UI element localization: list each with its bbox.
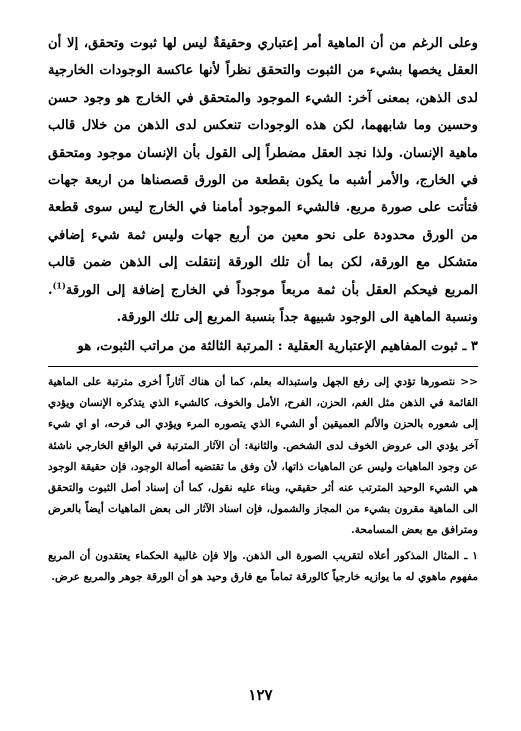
footnote-reference: (1) [52,280,66,291]
footnote-continuation: << نتصورها تؤدي إلى رفع الجهل واستبداله بعلم، كما أن هناك آثاراً أخرى مترتبة على الماهية القائمة في الذهن مثل الغم، الحزن، الفرح، الأمل والخوف، كالشيء الذي يتذكره الإنسان ويؤدي إلى شعوره بالحزن والألم العميقين أو الشيء الذي يتصوره المرء ويؤدي الى فرحه، او اي شيء آخر يؤدي الى عروض الخوف لدى الشخص. والثانية: أن الآثار المترتبة في الواقع الخارجي ناشئة عن وجود الماهيات وليس عن الماهيات ذاتها، لأن وفق ما تقتضيه أصالة الوجود، فإن حقيقة الوجود هي الشيء الوحيد المترتب عنه أثر حقيقي، وبناء عليه نقول، كما أن إسناد أصل الثبوت والتحقق الى الماهية مقرون بشيء من المجاز والشمول، فإن اسناد الآثار الى بعض الماهيات أيضاً بالعرض ومترافق مع بعض المسامحة. [48,376,478,537]
footnote-text: بالعرض ومترافق مع بعض المسامحة. [48,503,478,537]
footnotes [48,372,478,588]
footnote-number: ١ ـ [464,549,478,562]
section-number: ٣ ـ [462,339,478,355]
footnote-text: أخرى مترتبة على الماهية القائمة في الذهن مثل الغم، الحزن، الفرح، الأمل والخوف، كالشيء الذي يتذكره الإنسان ويؤدي إلى شعوره بالحزن والألم العميقين أو الشيء الذي يتصوره المرء ويؤدي الى فرحه، او اي شيء آخر يؤدي الى عروض الخوف لدى الشخص. والثانية: أن الآثار المترتبة في الواقع الخارجي ناشئة عن وجود الماهيات وليس عن الماهيات ذاتها، لأن وفق ما تقتضيه أصالة الوجود، فإن حقيقة الوجود هي الشيء الوحيد المترتب عنه أثر حقيقي، وبناء عليه نقول، كما أن إسناد أصل الثبوت والتحقق الى الماهية مقرون بشيء من المجاز والشمول، فإن اسناد الآثار الى بعض الماهيات أيضا [48,376,478,516]
body-text: لأنها عاكسة الوجودات الخارجية لدى الذهن، بمعنى آخر: الشيء الموجود والمتحقق في الخارج هو وجود حسن وحسين وما شابههما، لكن هذه الوجودات تنعكس لدى الذهن من خلال قالب ماهية الإنسان. ولذا نجد العقل مضطرا [48,63,478,161]
body-text: ليس لها ثبوت وتحقق، إلا أن العقل يخصها بشيء من الثبوت والتحقق نظرا [48,36,478,79]
body-text: موجودا [236,282,276,298]
page-number: ١٢٧ [248,686,273,704]
footnote-text: كالورقة تماما [271,570,329,583]
footnote-separator [48,366,478,367]
continuation-marker: << [460,376,478,388]
section-text: : المرتبة الثالثة من مراتب الثبوت، هو [77,339,283,355]
body-paragraph: وعلى الرغم من أن الماهية أمر إعتباري وحقيقةٌ ليس لها ثبوت وتحقق، إلا أن العقل يخصها بشيء من الثبوت والتحقق نظراً لأنها عاكسة الوجودات الخارجية لدى الذهن، بمعنى آخر: الشيء الموجود والمتحقق في الخارج هو وجود حسن وحسين وما شابههما، لكن هذه الوجودات تنعكس لدى الذهن من خلال قالب ماهية الإنسان. ولذا نجد العقل مضطراً إلى القول بأن الإنسان موجود ومتحقق في الخارج، والأمر أشبه ما يكون بقطعة من الورق قصصناها من اربعة جهات فتأتت على صورة مربع. فالشيء الموجود أمامنا في الخارج ليس سوى قطعة من الورق محدودة على نحو معين من أربع جهات وليس ثمة شيء إضافي متشكل مع الورقة، لكن بما أن تلك الورقة إنتقلت إلى الذهن ضمن قالب المربع فيحكم العقل بأن ثمة مربعاً موجوداً في الخارج إضافة إلى الورقة$^{(1)}$. ونسبة الماهية الى الوجود شبيهة جداً بنسبة المربع إلى تلك الورقة. [48,36,479,326]
footnote-1: ١ ـ المثال المذكور أعلاه لتقريب الصورة الى الذهن. وإلا فإن غالبية الحكماء يعتقدون أن المربع مفهوم ماهوي له ما يوازيه خارجياً كالورقة تماماً مع فارق وحيد هو أن الورقة جوهر والمربع عرض. [48,549,478,583]
main-text [48,30,478,361]
footnote-text: المثال المذكور أعلاه لتقريب الصورة الى الذهن. وإلا فإن غالبية الحكماء يعتقدون أن المربع مفهوم ماهوي له ما يوازيه خارجيا [48,549,478,583]
body-text: إلى القول بأن الإنسان موجود ومتحقق في الخارج، والأمر أشبه ما يكون بقطعة من الورق قصصناها من اربعة جهات فتأتت على صورة مربع. فالشيء الموجود أمامنا في الخارج ليس سوى قطعة من الورق محدودة على نحو معين من أربع جهات وليس ثمة شيء إضافي متشكل مع الورقة، لكن بما أن تلك الورقة إنتقلت إلى الذهن ضمن قالب المربع فيحكم العقل بأن ثمة مربعا [48,145,479,298]
footnote-text: نتصورها تؤدي إلى رفع الجهل واستبداله بعلم، كما أن هناك آثارا [166,376,456,388]
section-title: ثبوت المفاهيم الإعتبارية العقلية [287,339,458,355]
body-text: بنسبة المربع إلى تلك الورقة. [116,310,276,326]
body-text: . ونسبة الماهية الى الوجود شبيهة جدا [48,282,478,326]
body-text: في الخارج إضافة إلى الورقة [65,282,230,298]
body-text: وعلى الرغم من أن الماهية أمر إعتباري وحقيقة [213,36,478,51]
footnote-text: مع فارق وحيد هو أن الورقة جوهر والمربع عرض. [51,570,268,583]
section-heading [48,333,478,360]
